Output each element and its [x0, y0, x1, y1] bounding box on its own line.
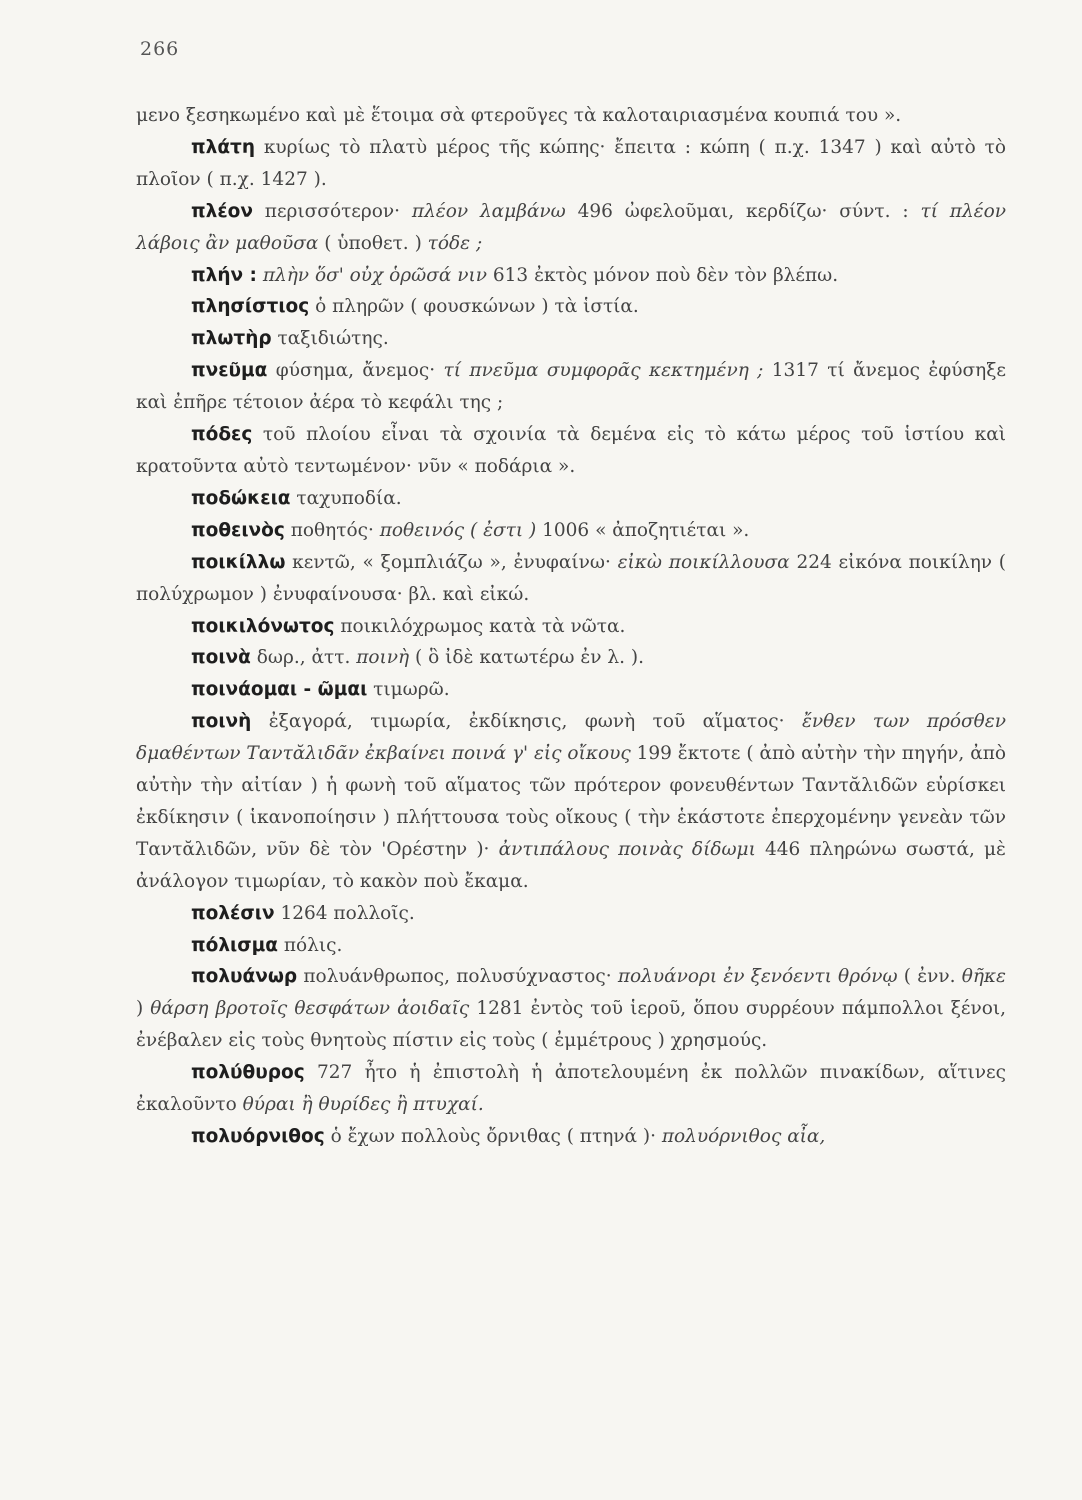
dictionary-entry: [136, 706, 1006, 897]
definition-text: κυρίως τὸ πλατὺ μέρος τῆς κώπης· ἔπειτα : κώπη ( π.χ. 1347 ) καὶ αὐτὸ τὸ πλοῖον ( π.χ. 1427 ).: [136, 136, 1006, 190]
dictionary-entry: [136, 898, 1006, 930]
definition-text: ταξιδιώτης.: [271, 328, 389, 350]
entry-headword: ποθεινὸς: [191, 519, 285, 541]
definition-text: τιμωρῶ.: [367, 679, 450, 701]
entry-headword: ποινὴ: [191, 711, 252, 733]
definition-text: 496 ὠφελοῦμαι, κερδίζω· σύντ. :: [565, 200, 921, 222]
entry-headword: ποδώκεια: [191, 487, 291, 509]
dictionary-entry: [136, 291, 1006, 323]
definition-text: ( ὑποθετ. ): [318, 232, 428, 254]
definition-text: 1281 ἐντὸς τοῦ ἱεροῦ, ὅπου συρρέουν πάμπολλοι ξένοι, ἐνέβαλεν εἰς τοὺς θνητοὺς πίστιν εἰς τοὺς ( ἐμμέτρους ) χρησμούς.: [136, 998, 1006, 1052]
quoted-text: θῆκε: [961, 966, 1006, 988]
continuation-paragraph: [136, 100, 1006, 132]
page-number: 266: [140, 38, 180, 60]
dictionary-entry: [136, 260, 1006, 292]
quoted-text: τί πνεῦμα συμφορᾶς κεκτημένη ;: [443, 360, 764, 382]
definition-text: 1264 πολλοῖς.: [274, 902, 415, 924]
dictionary-entry: [136, 930, 1006, 962]
definition-text: ὁ πληρῶν ( φουσκώνων ) τὰ ἱστία.: [309, 296, 639, 318]
definition-text: ἐξαγορά, τιμωρία, ἐκδίκησις, φωνὴ τοῦ αἵματος·: [251, 711, 802, 733]
entry-headword: ποινὰ: [191, 647, 251, 669]
quoted-text: πολυόρνιθος αἶα,: [661, 1126, 826, 1147]
quoted-text: ποινὴ: [356, 647, 410, 669]
definition-text: ( ἐνν.: [897, 966, 962, 988]
entry-headword: πλησίστιος: [191, 296, 310, 318]
definition-text: ): [136, 998, 151, 1020]
definition-text: περισσότερον·: [252, 200, 412, 222]
definition-text: πόλις.: [278, 934, 343, 956]
definition-text: ποθητός·: [284, 519, 380, 541]
quoted-text: τόδε ;: [427, 232, 483, 254]
entry-headword: πόλισμα: [191, 934, 278, 956]
definition-text: 224 εἰκόνα ποικίλην ( πολύχρωμον ) ἐνυφαίνουσα· βλ. καὶ εἰκώ.: [136, 551, 1007, 605]
entry-headword: πλήν :: [191, 264, 257, 286]
entry-headword: ποινάομαι - ῶμαι: [191, 679, 368, 701]
quoted-text: θύραι ἢ θυρίδες ἢ πτυχαί.: [242, 1094, 484, 1116]
definition-text: 199 ἔκτοτε ( ἀπὸ αὐτὴν τὴν πηγήν, ἀπὸ αὐτὴν τὴν αἰτίαν ) ἡ φωνὴ τοῦ αἵματος τῶν πρότερον φονευθέντων Ταντᾰλιδῶν εὑρίσκει ἐκδίκησιν ( ἱκανοποίησιν ) πλήττουσα τοὺς οἴκους ( τὴν ἑκάστοτε ἐπερχομένην γενεὰν τῶν Ταντᾰλιδῶν, νῦν δὲ τὸν 'Ορέστην )·: [136, 743, 1006, 860]
quoted-text: θάρση βροτοῖς θεσφάτων ἀοιδαῖς: [150, 998, 470, 1020]
quoted-text: πλὴν ὅσ' οὐχ ὁρῶσά νιν: [262, 264, 487, 286]
definition-text: 727 ἦτο ἡ ἐπιστολὴ ἡ ἀποτελουμένη ἐκ πολλῶν πινακίδων, αἵτινες ἐκαλοῦντο: [136, 1062, 1006, 1116]
dictionary-entry: [136, 547, 1006, 611]
dictionary-entry: [136, 196, 1006, 260]
quoted-text: τί πλέον λάβοις ἂν μαθοῦσα: [136, 200, 1006, 254]
definition-text: 613 ἐκτὸς μόνον ποὺ δὲν τὸν βλέπω.: [487, 264, 839, 286]
dictionary-entry: [136, 1121, 1006, 1153]
entry-headword: πολυόρνιθος: [191, 1126, 325, 1147]
dictionary-entry: [136, 642, 1006, 674]
entry-headword: ποικίλλω: [191, 551, 286, 573]
quoted-text: πλέον λαμβάνω: [411, 200, 566, 222]
dictionary-entry: [136, 132, 1006, 196]
dictionary-entry: [136, 419, 1006, 483]
entry-headword: πολύθυρος: [191, 1062, 305, 1084]
definition-text: δωρ., ἀττ.: [250, 647, 357, 669]
entry-headword: πνεῦμα: [191, 360, 268, 382]
dictionary-entry: [136, 323, 1006, 355]
definition-text: τοῦ πλοίου εἶναι τὰ σχοινία τὰ δεμένα εἰς τὸ κάτω μέρος τοῦ ἱστίου καὶ κρατοῦντα αὐτὸ τεντωμένον· νῦν « ποδάρια ».: [136, 424, 1006, 477]
definition-text: ταχυποδία.: [290, 487, 402, 509]
definition-text: ποικιλόχρωμος κατὰ τὰ νῶτα.: [334, 615, 626, 637]
definition-text: 1317 τί ἄνεμος ἐφύσηξε καὶ ἐπῆρε τέτοιον ἀέρα τὸ κεφάλι της ;: [136, 360, 1006, 414]
dictionary-entry: [136, 961, 1006, 1057]
definition-text: μενο ξεσηκωμένο καὶ μὲ ἕτοιμα σὰ φτεροῦγες τὰ καλοταιριασμένα κουπιά του ».: [136, 105, 902, 126]
entry-headword: πλωτὴρ: [191, 328, 272, 350]
entry-headword: ποικιλόνωτος: [191, 615, 335, 637]
dictionary-entry: [136, 483, 1006, 515]
definition-text: πολυάνθρωπος, πολυσύχναστος·: [297, 966, 618, 988]
entry-headword: πόδες: [191, 424, 253, 446]
definition-text: φύσημα, ἄνεμος·: [267, 360, 444, 382]
quoted-text: ποθεινός ( ἐστι ): [379, 519, 537, 541]
entry-headword: πλάτη: [191, 136, 256, 158]
definition-text: 1006 « ἀποζητιέται ».: [536, 519, 750, 541]
quoted-text: πολυάνορι ἐν ξενόεντι θρόνῳ: [617, 966, 898, 988]
dictionary-entry: [136, 1057, 1006, 1121]
quoted-text: ἀντιπάλους ποινὰς δίδωμι: [498, 838, 756, 860]
definition-text: ( ὃ ἰδὲ κατωτέρω ἐν λ. ).: [409, 647, 644, 669]
quoted-text: εἰκὼ ποικίλλουσα: [617, 551, 790, 573]
definition-text: 446 πληρώνω σωστά, μὲ ἀνάλογον τιμωρίαν, τὸ κακὸν ποὺ ἔκαμα.: [136, 838, 1006, 892]
entry-headword: πλέον: [191, 200, 253, 222]
dictionary-entry: [136, 515, 1006, 547]
entry-headword: πολέσιν: [191, 902, 275, 924]
dictionary-entry: [136, 355, 1006, 419]
definition-text: ὁ ἔχων πολλοὺς ὄρνιθας ( πτηνά )·: [324, 1126, 662, 1147]
dictionary-entry: [136, 674, 1006, 706]
dictionary-text-body: [136, 100, 1006, 1153]
quoted-text: ἔνθεν των πρόσθεν δμαθέντων Ταντᾰλιδᾶν ἐκβαίνει ποινά γ' εἰς οἴκους: [136, 711, 1006, 765]
entry-headword: πολυάνωρ: [191, 966, 298, 988]
dictionary-entry: [136, 611, 1006, 643]
definition-text: κεντῶ, « ξομπλιάζω », ἐνυφαίνω·: [285, 551, 618, 573]
